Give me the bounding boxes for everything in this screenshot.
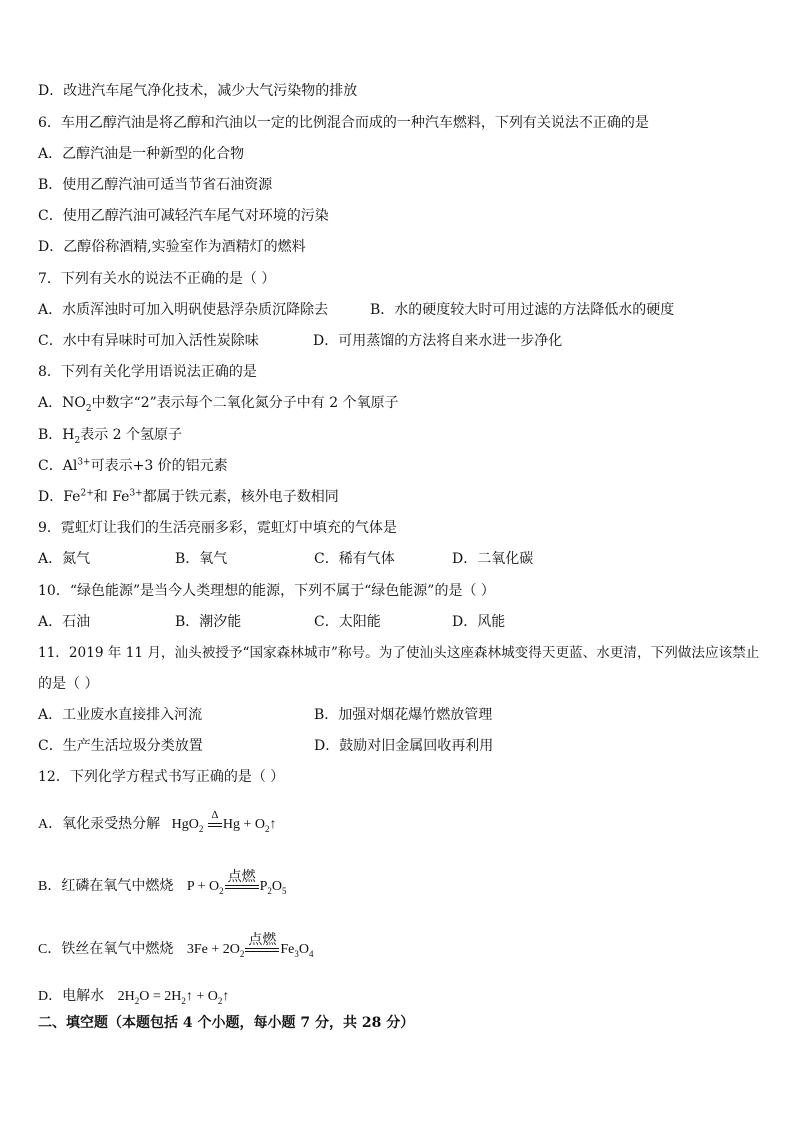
q12-d-eq-sub2: 2 (181, 995, 186, 1006)
q12-c-reactants: 3Fe + 2O (186, 942, 240, 957)
q12-a-reactant: HgO (171, 817, 199, 832)
q9-option-b: B．氧气 (175, 551, 228, 567)
q12-a-label: A．氧化汞受热分解 (38, 817, 161, 832)
q8-b-sub: 2 (74, 435, 81, 446)
q11-stem-line1: 11．2019 年 11 月，汕头被授予“国家森林城市”称号。为了使汕头这座森林城变得天更蓝、水更清，下列做法应该禁止 (38, 645, 760, 661)
q12-c-product-fe: Fe (280, 942, 295, 957)
q12-d-label: D．电解水 (38, 989, 105, 1004)
q12-d-eq-part1: 2H (117, 989, 135, 1004)
q11-option-b: B．加强对烟花爆竹燃放管理 (314, 707, 493, 723)
q12-d-eq-part3: ↑ + O (185, 989, 218, 1004)
q10-option-b: B．潮汐能 (175, 614, 242, 630)
q12-c-product-fe-sub: 3 (294, 948, 299, 959)
q8-c-prefix: C．Al (38, 458, 78, 474)
q10-stem: 10．“绿色能源”是当今人类理想的能源，下列不属于“绿色能源”的是（ ） (38, 583, 495, 599)
q8-a-sub: 2 (85, 403, 92, 414)
q7-option-d: D．可用蒸馏的方法将自来水进一步净化 (313, 333, 563, 349)
q6-option-d: D．乙醇俗称酒精,实验室作为酒精灯的燃料 (38, 239, 306, 255)
q9-option-c: C．稀有气体 (314, 551, 395, 567)
q8-d-text: 都属于铁元素，核外电子数相同 (142, 489, 339, 505)
q8-option-a (38, 394, 399, 412)
q12-b-product-o: O (271, 879, 283, 894)
q11-option-a: A．工业废水直接排入河流 (38, 707, 203, 723)
q12-b-condition (225, 870, 259, 896)
q12-option-a (38, 809, 277, 834)
q8-option-b (38, 426, 182, 444)
q12-b-reactants: P + O (186, 879, 220, 894)
q8-d-sup1: 2+ (80, 488, 94, 499)
q12-d-eq-part4: ↑ (222, 989, 230, 1004)
q8-stem: 8．下列有关化学用语说法正确的是 (38, 364, 257, 380)
q6-stem: 6．车用乙醇汽油是将乙醇和汽油以一定的比例混合而成的一种汽车燃料，下列有关说法不正确的是 (38, 115, 649, 131)
q12-a-gas-arrow: ↑ (269, 817, 277, 832)
q12-c-label: C．铁丝在氧气中燃烧 (38, 942, 174, 957)
q12-c-reactants-sub: 2 (239, 948, 245, 959)
q8-b-prefix: B．H (38, 427, 75, 443)
q12-c-product-o: O (298, 942, 309, 957)
q12-d-eq-sub1: 2 (134, 995, 140, 1006)
q10-option-c: C．太阳能 (314, 614, 381, 630)
q10-option-d: D．风能 (452, 614, 506, 630)
q6-option-c: C．使用乙醇汽油可减轻汽车尾气对环境的污染 (38, 208, 329, 224)
q12-b-label: B．红磷在氧气中燃烧 (38, 879, 174, 894)
q8-option-d (38, 488, 339, 506)
q7-option-c: C．水中有异味时可加入活性炭除味 (38, 333, 259, 349)
q10-option-a: A．石油 (38, 614, 91, 630)
q12-a-condition-text: Δ (211, 809, 219, 821)
q12-b-product-p: P (259, 879, 268, 894)
q12-option-c (38, 933, 314, 959)
q8-a-text: 中数字“2”表示每个二氧化氮分子中有 2 个氧原子 (91, 395, 399, 411)
q6-option-a: A．乙醇汽油是一种新型的化合物 (38, 146, 245, 162)
q12-b-product-p-sub: 2 (267, 885, 272, 896)
q9-stem: 9．霓虹灯让我们的生活亮丽多彩，霓虹灯中填充的气体是 (38, 520, 397, 536)
q8-d-mid: 和 Fe (93, 489, 130, 505)
q7-option-b: B．水的硬度较大时可用过滤的方法降低水的硬度 (370, 302, 675, 318)
q12-a-products: Hg + O (222, 817, 265, 832)
q12-d-eq-sub3: 2 (217, 995, 223, 1006)
q12-a-reactant-sub: 2 (198, 823, 204, 834)
q12-a-condition (208, 809, 222, 834)
q12-option-d (38, 988, 229, 1006)
q6-option-b: B．使用乙醇汽油可适当节省石油资源 (38, 177, 273, 193)
q11-stem-line2: 的是（ ） (38, 676, 99, 692)
q9-option-d: D．二氧化碳 (452, 551, 534, 567)
section-2-title: 二、填空题（本题包括 4 个小题，每小题 7 分，共 28 分） (38, 1015, 415, 1031)
q12-c-condition (245, 933, 279, 959)
q12-c-product-o-sub: 4 (308, 948, 314, 959)
q12-b-condition-text: 点燃 (227, 870, 256, 885)
q12-option-b (38, 870, 287, 896)
q8-c-text: 可表示+3 价的铝元素 (90, 458, 228, 474)
q9-option-a: A．氮气 (38, 551, 91, 567)
q8-a-prefix: A．NO (38, 395, 86, 411)
q12-b-reactants-sub: 2 (219, 885, 224, 896)
q7-stem: 7．下列有关水的说法不正确的是（ ） (38, 271, 276, 287)
q12-a-products-sub: 2 (264, 823, 270, 834)
q8-d-sup2: 3+ (129, 488, 143, 499)
q11-option-d: D．鼓励对旧金属回收再利用 (314, 738, 494, 754)
q8-b-text: 表示 2 个氢原子 (80, 427, 183, 443)
q8-option-c (38, 457, 228, 475)
q8-c-sup: 3+ (77, 457, 91, 468)
q11-option-c: C．生产生活垃圾分类放置 (38, 738, 203, 754)
q8-d-prefix: D．Fe (38, 489, 81, 505)
q5-option-d: D．改进汽车尾气净化技术，减少大气污染物的排放 (38, 83, 358, 99)
q7-option-a: A．水质浑浊时可加入明矾使悬浮杂质沉降除去 (38, 302, 329, 318)
q12-stem: 12．下列化学方程式书写正确的是（ ） (38, 769, 285, 785)
q12-c-condition-text: 点燃 (248, 933, 277, 948)
q12-d-eq-part2: O = 2H (139, 989, 182, 1004)
q12-b-product-o-sub: 5 (282, 885, 287, 896)
